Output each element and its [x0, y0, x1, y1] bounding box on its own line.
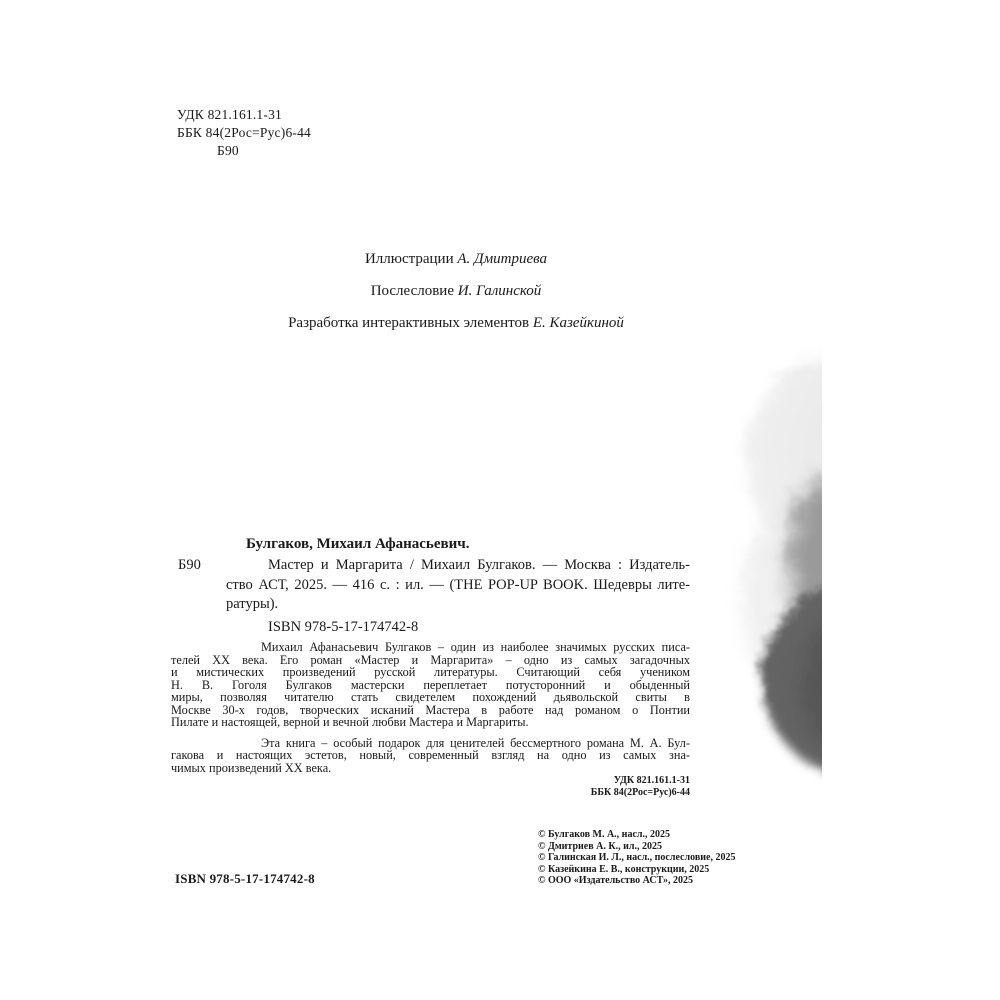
- bib-margin-code: Б90: [178, 557, 201, 573]
- bib-entry: [226, 556, 690, 615]
- credits-block: [172, 250, 740, 346]
- annotation-line: телей XX века. Его роман «Мастер и Маргарита» – одно из самых загадочных: [171, 652, 690, 667]
- ink-blot-light-wash: [745, 350, 822, 570]
- ink-blot-dark-core: [800, 605, 822, 770]
- credit-role: Послесловие: [370, 283, 454, 299]
- bbk-code: ББК 84(2Рос=Рус)6-44: [177, 125, 311, 140]
- annotation-line: Пилате и настоящей, верной и вечной любви Мастера и Маргариты.: [171, 715, 529, 729]
- annotation-line: чимых произведений XX века.: [171, 760, 332, 775]
- annotation-line: миры, позволяя читателю стать свидетелем похождений дьявольской свиты в: [171, 690, 690, 704]
- credit-line: [172, 314, 740, 333]
- annotation-line: гакова и настоящих эстетов, новый, современный взгляд на одно из самых зна-: [171, 748, 690, 762]
- annotation-paragraph-2: [171, 737, 690, 775]
- credit-role: Иллюстрации: [364, 251, 454, 267]
- bib-entry-line: ство АСТ, 2025. — 416 с. : ил. — (THE POP-UP BOOK. Шедевры лите-: [226, 576, 690, 593]
- author-sign-code: Б90: [217, 143, 239, 158]
- annotation-paragraph-1: [171, 641, 690, 729]
- annotation-line: Михаил Афанасьевич Булгаков – один из наиболее значимых русских писа-: [261, 640, 690, 654]
- udk-code: УДК 821.161.1-31: [177, 107, 282, 122]
- bib-entry-line: ратуры).: [226, 596, 279, 612]
- copyright-line: © Булгаков М. А., насл., 2025: [538, 829, 670, 840]
- classification-codes-right: [171, 775, 690, 798]
- ink-blot-mid-tone: [788, 480, 822, 640]
- credit-line: [172, 282, 740, 301]
- credit-name: И. Галинской: [457, 283, 542, 299]
- annotation-line: Н. В. Гоголя Булгаков мастерски переплетает потусторонний и обыденный: [171, 677, 690, 692]
- copyright-block: [538, 829, 735, 887]
- isbn-bottom: ISBN 978-5-17-174742-8: [175, 871, 315, 886]
- credit-name: А. Дмитриева: [457, 251, 548, 267]
- annotation-line: Эта книга – особый подарок для ценителей бессмертного романа М. А. Бул-: [261, 735, 690, 750]
- credit-line: [172, 250, 740, 269]
- ink-blot-light-fringe: [742, 500, 822, 700]
- credit-role: Разработка интерактивных элементов: [288, 315, 530, 331]
- bib-author-header: Булгаков, Михаил Афанасьевич.: [246, 536, 470, 552]
- bib-entry-line: Мастер и Маргарита / Михаил Булгаков. — Москва : Издатель-: [268, 557, 690, 573]
- annotation-line: и мистических произведений русской литературы. Считающий себя учеником: [171, 665, 690, 679]
- bib-isbn: ISBN 978-5-17-174742-8: [268, 619, 419, 635]
- copyright-line: © ООО «Издательство АСТ», 2025: [538, 875, 694, 887]
- copyright-line: © Казейкина Е. В., конструкции, 2025: [538, 863, 710, 875]
- copyright-line: © Дмитриев А. К., ил., 2025: [538, 840, 662, 852]
- credit-name: Е. Казейкиной: [532, 315, 624, 331]
- classification-codes-top: [177, 106, 311, 160]
- bbk-code-right: ББК 84(2Рос=Рус)6-44: [590, 786, 690, 798]
- copyright-line: © Галинская И. Л., насл., послесловие, 2025: [538, 852, 736, 864]
- udk-code-right: УДК 821.161.1-31: [613, 775, 690, 786]
- annotation-line: Москве 30-х годов, творческих исканий Мастера в работе над романом о Понтии: [171, 702, 690, 717]
- ink-blot-dark-mass: [762, 580, 822, 778]
- annotation-block: [171, 641, 690, 774]
